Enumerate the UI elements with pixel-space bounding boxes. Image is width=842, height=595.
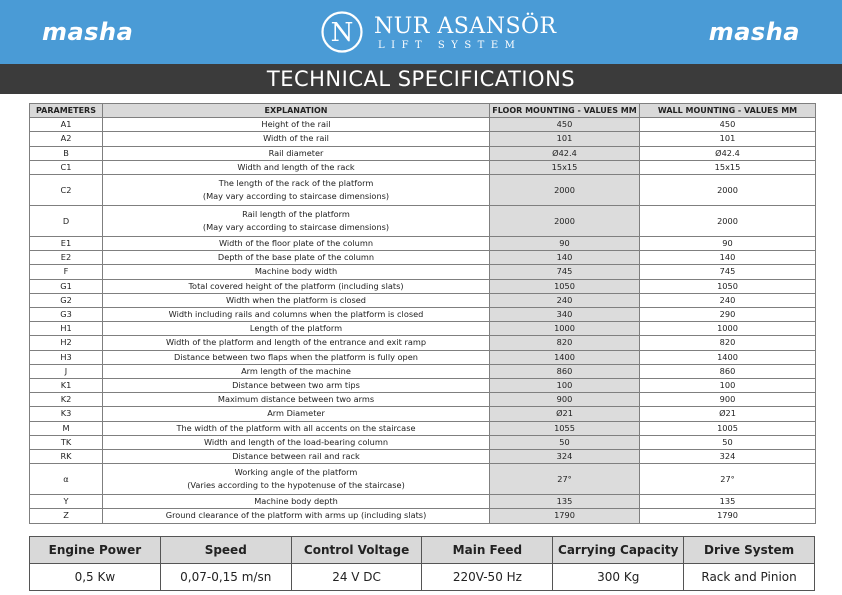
spec-floor-value-cell: 2000 [490, 175, 640, 206]
spec-explanation-line: Arm length of the machine [241, 365, 351, 376]
spec-explanation-line: Width of the rail [263, 133, 329, 144]
spec-wall-value-cell: 50 [640, 435, 816, 449]
spec-parameter-cell: F [30, 265, 103, 279]
company-logo [320, 10, 557, 54]
spec-explanation-cell [103, 450, 490, 464]
spec-explanation-cell [103, 265, 490, 279]
summary-value-engine-power: 0,5 Kw [30, 564, 161, 591]
spec-floor-value-cell: Ø42.4 [490, 146, 640, 160]
spec-explanation-cell [103, 393, 490, 407]
spec-explanation-cell [103, 407, 490, 421]
summary-values-row [30, 564, 815, 591]
spec-wall-value-cell: 100 [640, 379, 816, 393]
spec-wall-value-cell: 1790 [640, 509, 816, 523]
page-title: TECHNICAL SPECIFICATIONS [266, 67, 576, 91]
summary-header-speed: Speed [160, 537, 291, 564]
summary-header-row [30, 537, 815, 564]
spec-explanation-line: (May vary according to staircase dimensions) [202, 191, 390, 202]
summary-value-carrying-capacity: 300 Kg [553, 564, 684, 591]
spec-parameter-cell: E1 [30, 237, 103, 251]
spec-row [30, 322, 816, 336]
summary-value-drive-system: Rack and Pinion [684, 564, 815, 591]
spec-explanation-line: Width and length of the load-bearing column [203, 436, 389, 447]
spec-floor-value-cell: 340 [490, 308, 640, 322]
spec-wall-value-cell: 90 [640, 237, 816, 251]
summary-header-engine-power: Engine Power [30, 537, 161, 564]
spec-wall-value-cell: 15x15 [640, 160, 816, 174]
spec-row [30, 350, 816, 364]
spec-parameter-cell: G2 [30, 293, 103, 307]
spec-explanation-line: The width of the platform with all accents on the staircase [176, 422, 416, 433]
logo-company-name: NUR ASANSÖR [374, 14, 557, 39]
spec-explanation-line: Width of the platform and length of the entrance and exit ramp [165, 337, 427, 348]
spec-explanation-cell [103, 308, 490, 322]
spec-explanation-cell [103, 350, 490, 364]
spec-explanation-line: Ground clearance of the platform with arms up (including slats) [165, 510, 427, 521]
spec-wall-value-cell: 135 [640, 495, 816, 509]
spec-explanation-cell [103, 160, 490, 174]
spec-explanation-line: Total covered height of the platform (including slats) [188, 280, 404, 291]
spec-parameter-cell: J [30, 364, 103, 378]
spec-floor-value-cell: 50 [490, 435, 640, 449]
spec-row [30, 464, 816, 495]
spec-row [30, 175, 816, 206]
spec-row [30, 237, 816, 251]
spec-parameter-cell: A1 [30, 118, 103, 132]
spec-explanation-cell [103, 237, 490, 251]
spec-floor-value-cell: 900 [490, 393, 640, 407]
column-header-explanation: EXPLANATION [103, 104, 490, 118]
summary-table [29, 536, 815, 591]
spec-explanation-cell [103, 336, 490, 350]
spec-floor-value-cell: 1050 [490, 279, 640, 293]
spec-parameter-cell: H1 [30, 322, 103, 336]
spec-row [30, 495, 816, 509]
spec-floor-value-cell: Ø21 [490, 407, 640, 421]
spec-floor-value-cell: 240 [490, 293, 640, 307]
spec-explanation-line: Depth of the base plate of the column [217, 252, 375, 263]
logo-tagline: LIFT SYSTEM [378, 40, 522, 51]
spec-row [30, 308, 816, 322]
summary-header-carrying-capacity: Carrying Capacity [553, 537, 684, 564]
spec-explanation-line: (Varies according to the hypotenuse of the staircase) [187, 480, 405, 491]
spec-row [30, 393, 816, 407]
spec-row [30, 336, 816, 350]
spec-floor-value-cell: 1055 [490, 421, 640, 435]
spec-row [30, 379, 816, 393]
spec-explanation-cell [103, 364, 490, 378]
spec-parameter-cell: TK [30, 435, 103, 449]
spec-explanation-cell [103, 146, 490, 160]
spec-floor-value-cell: 324 [490, 450, 640, 464]
spec-wall-value-cell: 860 [640, 364, 816, 378]
spec-parameter-cell: H2 [30, 336, 103, 350]
spec-explanation-line: Machine body depth [254, 496, 338, 507]
spec-wall-value-cell: 240 [640, 293, 816, 307]
spec-floor-value-cell: 1000 [490, 322, 640, 336]
spec-floor-value-cell: 140 [490, 251, 640, 265]
spec-wall-value-cell: 1005 [640, 421, 816, 435]
spec-explanation-line: Distance between two flaps when the platform is fully open [174, 351, 418, 362]
spec-explanation-cell [103, 279, 490, 293]
spec-explanation-line: Distance between rail and rack [232, 451, 360, 462]
spec-wall-value-cell: 27° [640, 464, 816, 495]
summary-value-speed: 0,07-0,15 m/sn [160, 564, 291, 591]
summary-header-drive-system: Drive System [684, 537, 815, 564]
spec-wall-value-cell: 1000 [640, 322, 816, 336]
spec-explanation-line: Width and length of the rack [237, 161, 355, 172]
spec-wall-value-cell: 1050 [640, 279, 816, 293]
spec-wall-value-cell: 140 [640, 251, 816, 265]
spec-floor-value-cell: 135 [490, 495, 640, 509]
spec-parameter-cell: C1 [30, 160, 103, 174]
spec-row [30, 132, 816, 146]
spec-floor-value-cell: 860 [490, 364, 640, 378]
spec-parameter-cell: K3 [30, 407, 103, 421]
spec-parameter-cell: A2 [30, 132, 103, 146]
spec-parameter-cell: RK [30, 450, 103, 464]
spec-explanation-line: Width when the platform is closed [226, 294, 366, 305]
spec-explanation-cell [103, 435, 490, 449]
brand-logo-right: masha [708, 18, 800, 46]
spec-explanation-cell [103, 175, 490, 206]
spec-row [30, 450, 816, 464]
spec-wall-value-cell: 2000 [640, 175, 816, 206]
column-header-parameters: PARAMETERS [30, 104, 103, 118]
spec-wall-value-cell: 101 [640, 132, 816, 146]
spec-row [30, 265, 816, 279]
spec-row [30, 293, 816, 307]
spec-floor-value-cell: 15x15 [490, 160, 640, 174]
spec-explanation-line: Width of the floor plate of the column [218, 238, 374, 249]
spec-wall-value-cell: 324 [640, 450, 816, 464]
spec-wall-value-cell: Ø21 [640, 407, 816, 421]
spec-explanation-cell [103, 379, 490, 393]
spec-row [30, 206, 816, 237]
spec-explanation-cell [103, 464, 490, 495]
spec-floor-value-cell: 90 [490, 237, 640, 251]
spec-wall-value-cell: 820 [640, 336, 816, 350]
spec-wall-value-cell: 450 [640, 118, 816, 132]
spec-explanation-cell [103, 118, 490, 132]
spec-explanation-line: Maximum distance between two arms [217, 394, 375, 405]
spec-wall-value-cell: 1400 [640, 350, 816, 364]
spec-explanation-cell [103, 206, 490, 237]
spec-explanation-line: Rail diameter [268, 147, 324, 158]
spec-floor-value-cell: 100 [490, 379, 640, 393]
spec-header-row [30, 104, 816, 118]
brand-logo-left: masha [42, 18, 134, 46]
column-header-wall-mounting: WALL MOUNTING - VALUES MM [640, 104, 816, 118]
spec-floor-value-cell: 745 [490, 265, 640, 279]
spec-parameter-cell: D [30, 206, 103, 237]
spec-explanation-cell [103, 293, 490, 307]
spec-floor-value-cell: 1790 [490, 509, 640, 523]
spec-explanation-cell [103, 509, 490, 523]
spec-parameter-cell: Y [30, 495, 103, 509]
spec-wall-value-cell: 2000 [640, 206, 816, 237]
spec-explanation-cell [103, 322, 490, 336]
summary-value-main-feed: 220V-50 Hz [422, 564, 553, 591]
spec-parameter-cell: G1 [30, 279, 103, 293]
spec-parameter-cell: K1 [30, 379, 103, 393]
spec-parameter-cell: C2 [30, 175, 103, 206]
spec-explanation-line: Length of the platform [249, 323, 343, 334]
spec-wall-value-cell: 900 [640, 393, 816, 407]
summary-value-control-voltage: 24 V DC [291, 564, 422, 591]
spec-row [30, 509, 816, 523]
spec-explanation-line: (May vary according to staircase dimensions) [202, 222, 390, 233]
spec-wall-value-cell: Ø42.4 [640, 146, 816, 160]
spec-row [30, 146, 816, 160]
specifications-table [29, 103, 816, 524]
spec-wall-value-cell: 745 [640, 265, 816, 279]
spec-parameter-cell: M [30, 421, 103, 435]
spec-floor-value-cell: 820 [490, 336, 640, 350]
spec-parameter-cell: K2 [30, 393, 103, 407]
spec-explanation-line: Arm Diameter [267, 408, 325, 419]
spec-parameter-cell: Z [30, 509, 103, 523]
spec-row [30, 160, 816, 174]
spec-row [30, 407, 816, 421]
spec-row [30, 435, 816, 449]
column-header-floor-mounting: FLOOR MOUNTING - VALUES MM [490, 104, 640, 118]
spec-explanation-cell [103, 132, 490, 146]
spec-explanation-cell [103, 495, 490, 509]
spec-row [30, 251, 816, 265]
spec-row [30, 118, 816, 132]
spec-floor-value-cell: 1400 [490, 350, 640, 364]
summary-header-main-feed: Main Feed [422, 537, 553, 564]
spec-row [30, 279, 816, 293]
spec-floor-value-cell: 101 [490, 132, 640, 146]
spec-explanation-line: Machine body width [254, 266, 338, 277]
spec-parameter-cell: α [30, 464, 103, 495]
spec-row [30, 421, 816, 435]
spec-parameter-cell: E2 [30, 251, 103, 265]
n-emblem-icon [320, 10, 364, 54]
spec-parameter-cell: H3 [30, 350, 103, 364]
spec-explanation-line: Rail length of the platform [242, 209, 350, 220]
spec-parameter-cell: B [30, 146, 103, 160]
svg-text:N: N [330, 18, 354, 48]
spec-floor-value-cell: 27° [490, 464, 640, 495]
spec-explanation-line: Width including rails and columns when the platform is closed [168, 309, 424, 320]
spec-wall-value-cell: 290 [640, 308, 816, 322]
spec-explanation-line: Distance between two arm tips [232, 380, 360, 391]
spec-explanation-line: Height of the rail [261, 119, 331, 130]
spec-row [30, 364, 816, 378]
spec-explanation-line: Working angle of the platform [234, 467, 358, 478]
spec-explanation-cell [103, 421, 490, 435]
spec-parameter-cell: G3 [30, 308, 103, 322]
spec-floor-value-cell: 450 [490, 118, 640, 132]
summary-header-control-voltage: Control Voltage [291, 537, 422, 564]
spec-explanation-line: The length of the rack of the platform [218, 178, 374, 189]
spec-floor-value-cell: 2000 [490, 206, 640, 237]
spec-explanation-cell [103, 251, 490, 265]
